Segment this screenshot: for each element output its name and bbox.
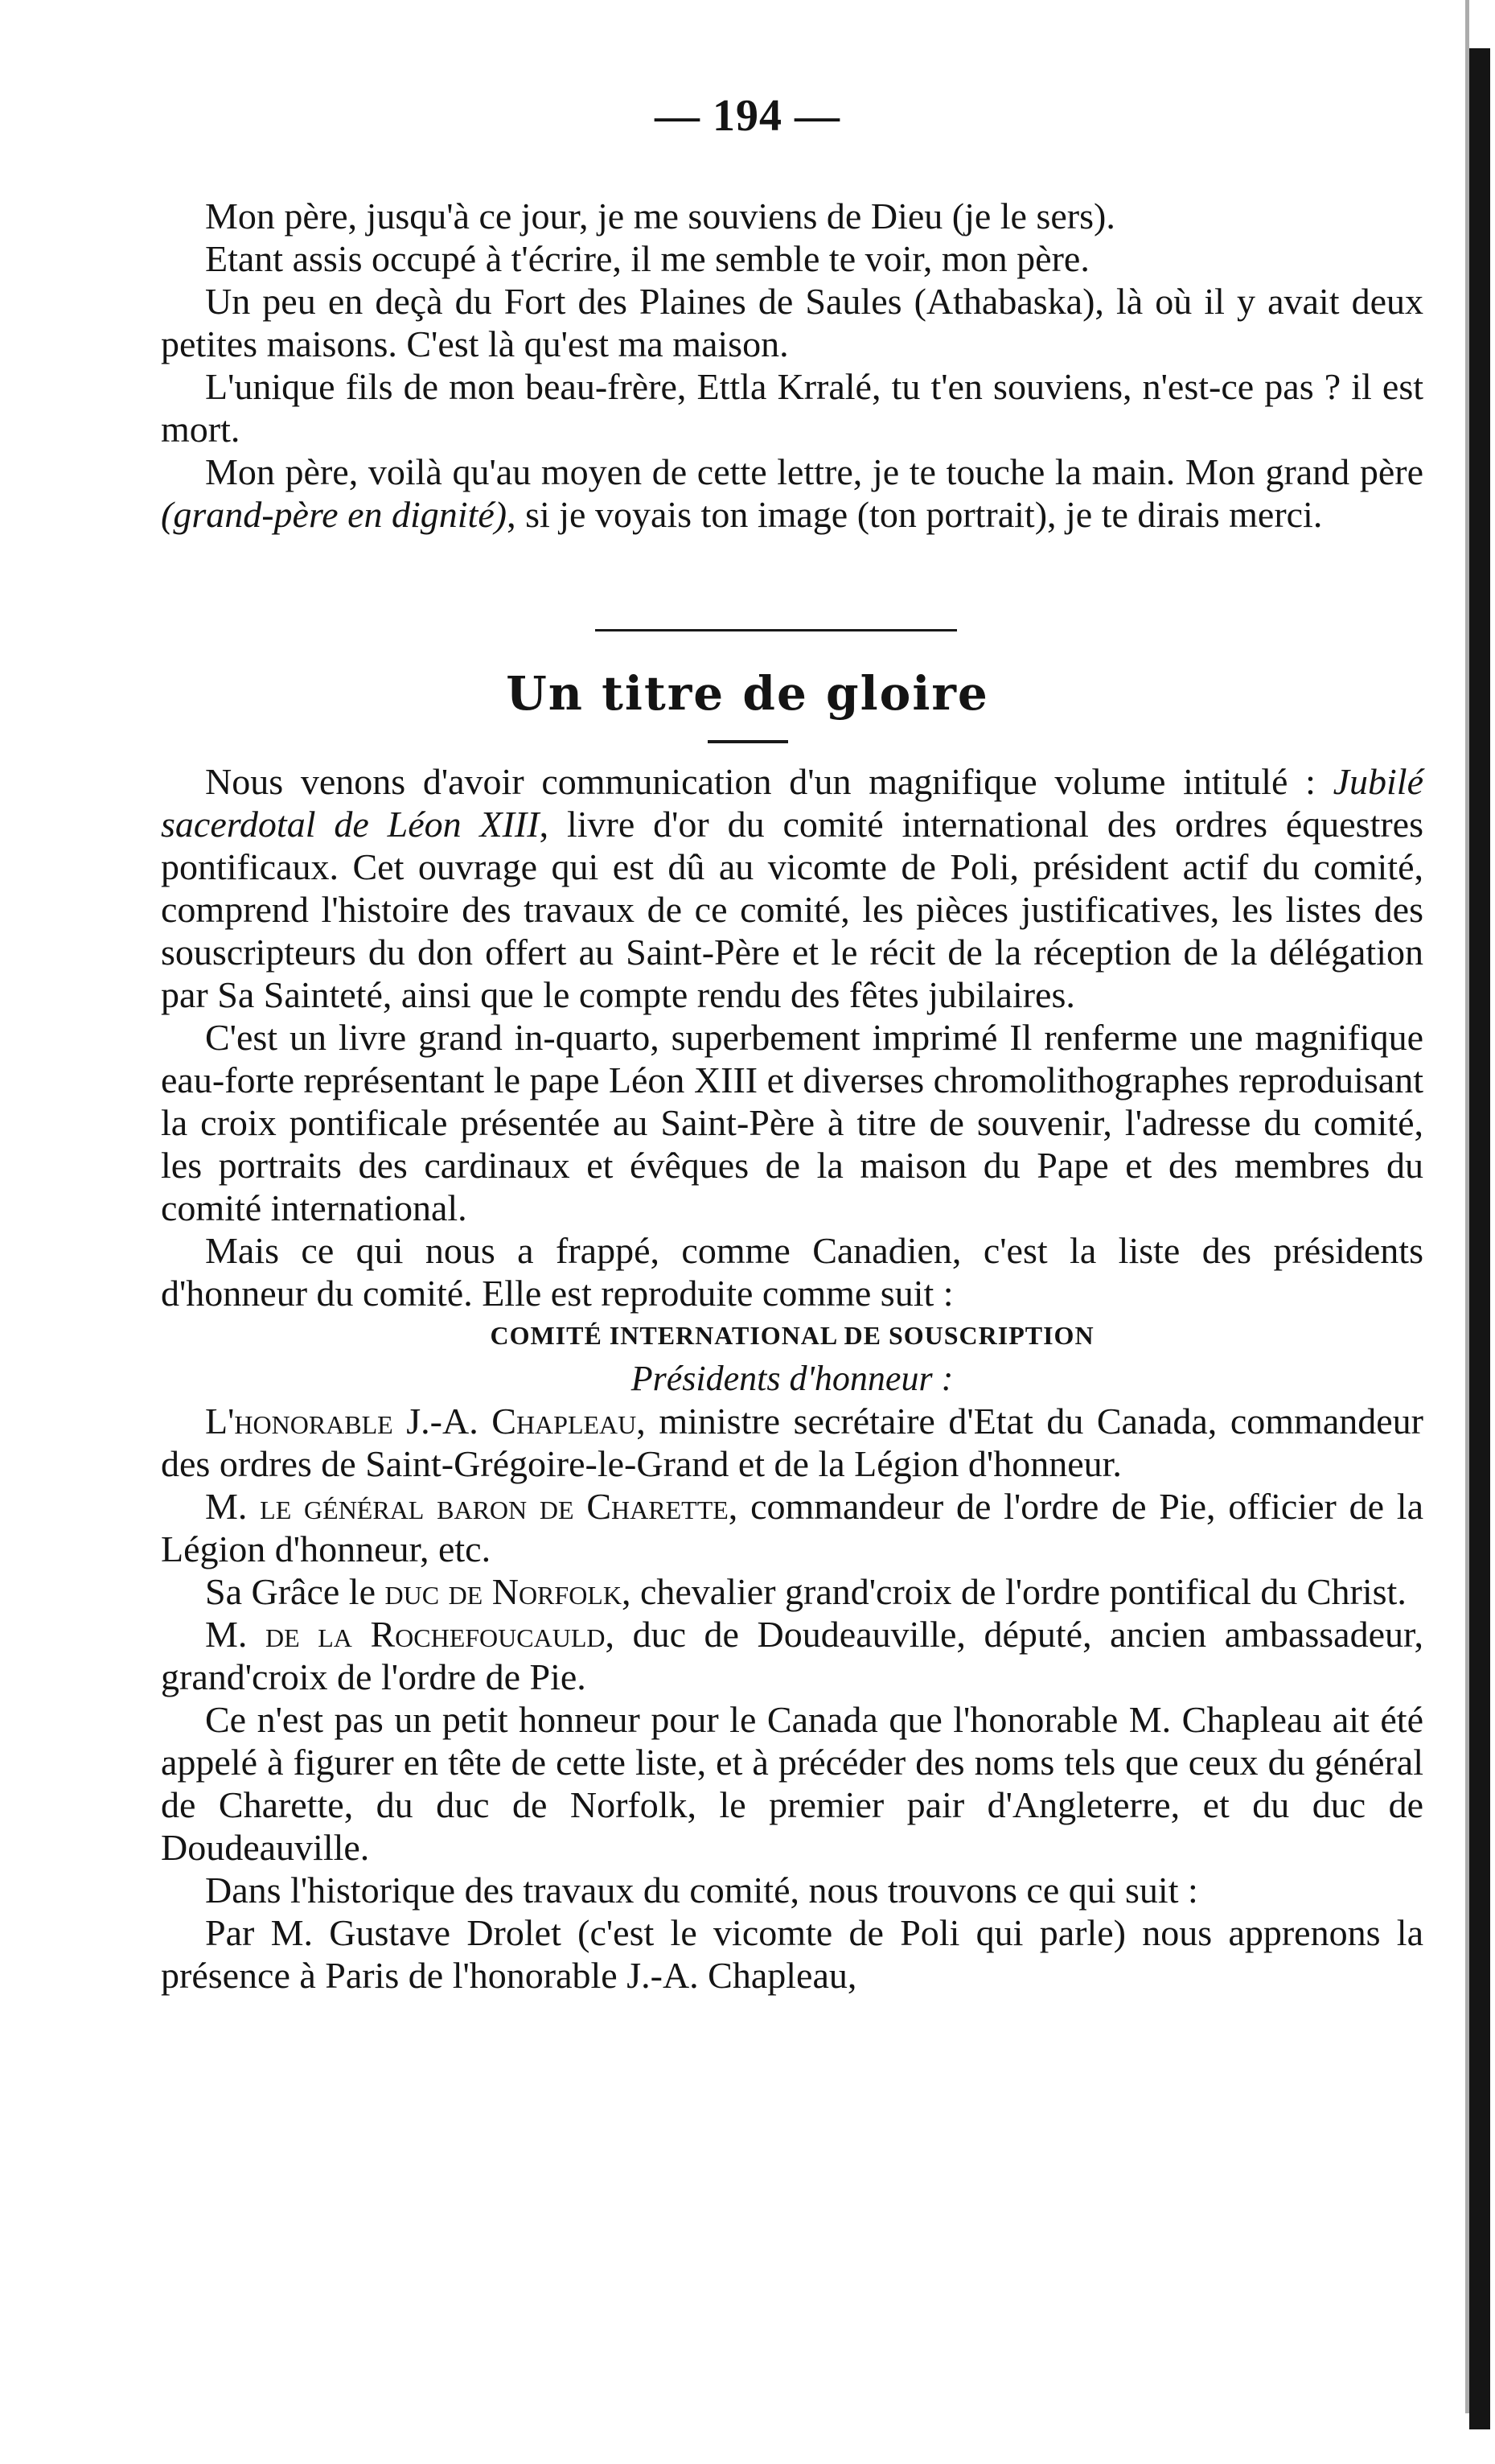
honoree-charette-name: M. le général baron de Charette, bbox=[205, 1486, 738, 1527]
honoree-norfolk-desc: chevalier grand'croix de l'ordre pontifical du Christ. bbox=[630, 1571, 1407, 1612]
paragraph-2: C'est un livre grand in-quarto, superbement imprimé Il renferme une magnifique eau-forte représentant le pape Léon XIII et diverses chromolithographes reproduisant la croix pontificale présentée au Saint-Père à titre de souvenir, l'adresse du comité, les portraits des cardinaux et évêques de la maison du Pape et des membres du comité international. bbox=[161, 1017, 1423, 1228]
letter-line-5-tail: , si je voyais ton image (ton portrait), je te dirais merci. bbox=[507, 494, 1323, 535]
paragraph-3: Mais ce qui nous a frappé, comme Canadien, c'est la liste des présidents d'honneur du comité. Elle est reproduite comme suit : bbox=[161, 1230, 1423, 1314]
comite-heading: COMITÉ INTERNATIONAL DE SOUSCRIPTION bbox=[490, 1321, 1095, 1350]
honoree-norfolk-name: duc de Norfolk, bbox=[384, 1571, 631, 1612]
grand-pere-gloss: (grand-père en dignité) bbox=[161, 494, 507, 535]
paragraph-4: Ce n'est pas un petit honneur pour le Canada que l'honorable M. Chapleau ait été appelé à figurer en tête de cette liste, et à précéder des noms tels que ceux du général de Charette, du duc de Norfolk, le premier pair d'Angleterre, et du duc de Doudeauville. bbox=[161, 1699, 1423, 1868]
honoree-rochefoucauld bbox=[161, 1613, 1423, 1698]
section-divider bbox=[595, 629, 957, 631]
book-title: Jubilé sacerdotal de Léon XIII bbox=[161, 761, 1423, 845]
letter-line-5 bbox=[161, 450, 1423, 536]
paragraph-5: Dans l'historique des travaux du comité, nous trouvons ce qui suit : bbox=[205, 1870, 1198, 1911]
honoree-chapleau-name: L'honorable J.-A. Chapleau, bbox=[205, 1401, 646, 1442]
honoree-rochefoucauld-name: M. de la Rochefoucauld, bbox=[205, 1614, 614, 1655]
letter-line-4: L'unique fils de mon beau-frère, Ettla Krralé, tu t'en souviens, n'est-ce pas ? il est mort. bbox=[161, 366, 1423, 450]
presidents-heading: Présidents d'honneur : bbox=[630, 1359, 954, 1398]
honoree-chapleau-desc: ministre secrétaire d'Etat du Canada, commandeur des ordres de Saint-Grégoire-le-Grand et de la Légion d'honneur. bbox=[161, 1401, 1423, 1484]
letter-text bbox=[161, 195, 1423, 536]
letter-line-3: Un peu en deçà du Fort des Plaines de Saules (Athabaska), là où il y avait deux petites maisons. C'est là qu'est ma maison. bbox=[161, 281, 1423, 364]
honoree-charette bbox=[161, 1485, 1423, 1570]
paragraph-1 bbox=[161, 760, 1423, 1016]
letter-line-5-text: Mon père, voilà qu'au moyen de cette lettre, je te touche la main. Mon grand père bbox=[205, 451, 1423, 492]
page-binding-edge bbox=[1469, 48, 1490, 2429]
honoree-rochefoucauld-desc: duc de Doudeauville, député, ancien ambassadeur, grand'croix de l'ordre de Pie. bbox=[161, 1614, 1423, 1697]
paragraph-1-rest: , livre d'or du comité international des ordres équestres pontificaux. Cet ouvrage qui est dû au vicomte de Poli, président actif du comité, comprend l'histoire des travaux de ce comité, les pièces justificatives, les listes des souscripteurs du don offert au Saint-Père et le récit de la réception de la délégation par Sa Sainteté, ainsi que le compte rendu des fêtes jubilaires. bbox=[161, 804, 1423, 1015]
honoree-norfolk bbox=[161, 1570, 1423, 1613]
honoree-chapleau bbox=[161, 1400, 1423, 1485]
letter-line-2: Etant assis occupé à t'écrire, il me semble te voir, mon père. bbox=[205, 238, 1090, 279]
article-title: Un titre de gloire bbox=[506, 666, 989, 721]
paragraph-1-intro: Nous venons d'avoir communication d'un magnifique volume intitulé : bbox=[205, 761, 1316, 802]
honoree-norfolk-prefix: Sa Grâce le bbox=[205, 1571, 385, 1612]
paragraph-6: Par M. Gustave Drolet (c'est le vicomte de Poli qui parle) nous apprenons la présence à Paris de l'honorable J.-A. Chapleau, bbox=[161, 1912, 1423, 1996]
honoree-charette-desc: commandeur de l'ordre de Pie, officier de la Légion d'honneur, etc. bbox=[161, 1486, 1423, 1569]
page-number: — 194 — bbox=[655, 91, 840, 141]
letter-line-1: Mon père, jusqu'à ce jour, je me souviens de Dieu (je le sers). bbox=[205, 195, 1115, 237]
title-underline bbox=[708, 740, 788, 743]
article-body bbox=[161, 760, 1423, 1997]
